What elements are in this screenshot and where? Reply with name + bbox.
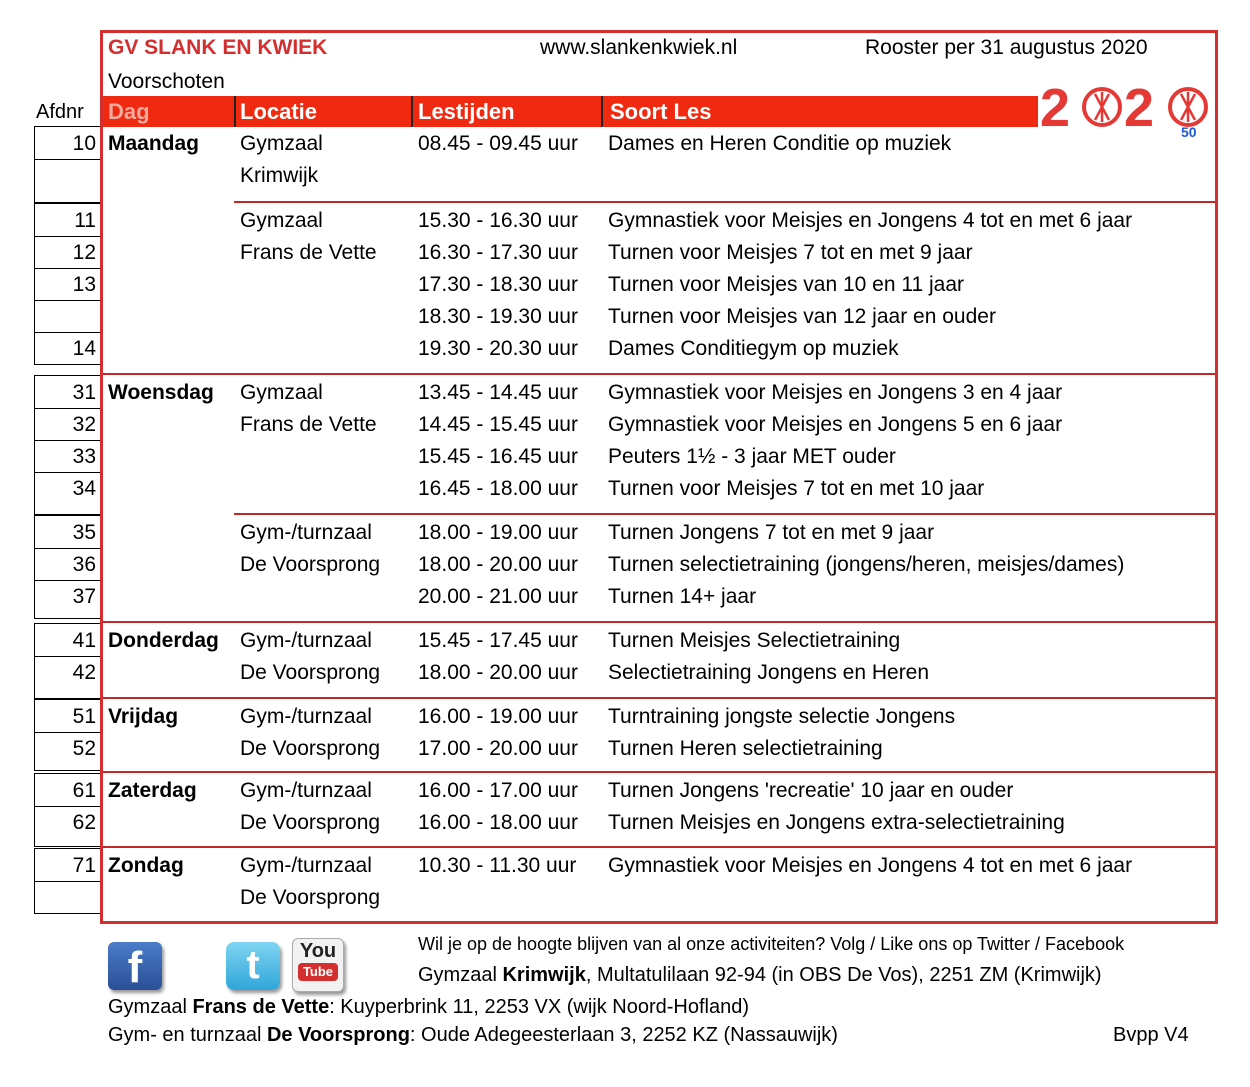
- group-separator: [103, 697, 1215, 699]
- website-link[interactable]: www.slankenkwiek.nl: [540, 36, 738, 59]
- time-label: 17.30 - 18.30 uur: [418, 273, 578, 296]
- header-lestijden: Lestijden: [418, 99, 515, 124]
- afdnr-number: 36: [72, 553, 96, 576]
- lesson-label: Turnen Jongens 'recreatie' 10 jaar en ouder: [608, 779, 1014, 802]
- location-label: De Voorsprong: [240, 811, 381, 834]
- group-separator: [103, 846, 1215, 848]
- afdnr-number: 14: [72, 337, 96, 360]
- time-label: 16.00 - 18.00 uur: [418, 811, 578, 834]
- lesson-label: Peuters 1½ - 3 jaar MET ouder: [608, 445, 896, 468]
- afdnr-number: 13: [72, 273, 96, 296]
- location-label: Gym-/turnzaal: [240, 854, 372, 877]
- day-label: Zondag: [108, 854, 184, 877]
- lesson-label: Gymnastiek voor Meisjes en Jongens 5 en 6 jaar: [608, 413, 1063, 436]
- lesson-label: Turnen 14+ jaar: [608, 585, 757, 608]
- group-separator: [234, 201, 1215, 203]
- address-krimwijk: Gymzaal Krimwijk, Multatulilaan 92-94 (in OBS De Vos), 2251 ZM (Krimwijk): [418, 964, 1102, 986]
- afdnr-number: 33: [72, 445, 96, 468]
- lesson-label: Gymnastiek voor Meisjes en Jongens 3 en 4 jaar: [608, 381, 1063, 404]
- afdnr-number: 41: [72, 629, 96, 652]
- time-label: 16.45 - 18.00 uur: [418, 477, 578, 500]
- location-label: Gym-/turnzaal: [240, 705, 372, 728]
- version-label: Bvpp V4: [1113, 1024, 1189, 1046]
- header-dag: Dag: [108, 99, 150, 124]
- afdnr-number: 10: [72, 132, 96, 155]
- header-divider: [601, 96, 603, 127]
- club-title: GV SLANK EN KWIEK: [108, 36, 328, 59]
- location-label: Frans de Vette: [240, 241, 377, 264]
- rooster-date: Rooster per 31 augustus 2020: [865, 36, 1148, 59]
- youtube-icon[interactable]: [292, 938, 344, 992]
- day-label: Vrijdag: [108, 705, 179, 728]
- follow-text: Wil je op de hoogte blijven van al onze activiteiten? Volg / Like ons op Twitter / Facebook: [418, 934, 1125, 954]
- time-label: 17.00 - 20.00 uur: [418, 737, 578, 760]
- time-label: 15.45 - 16.45 uur: [418, 445, 578, 468]
- group-separator: [103, 621, 1215, 623]
- time-label: 18.00 - 19.00 uur: [418, 521, 578, 544]
- header-divider: [411, 96, 413, 127]
- location-label: Gymzaal: [240, 209, 323, 232]
- afdnr-number: 71: [72, 854, 96, 877]
- lesson-label: Turnen voor Meisjes 7 tot en met 10 jaar: [608, 477, 985, 500]
- lesson-label: Turnen voor Meisjes van 10 en 11 jaar: [608, 273, 965, 296]
- time-label: 16.30 - 17.30 uur: [418, 241, 578, 264]
- lesson-label: Selectietraining Jongens en Heren: [608, 661, 930, 684]
- location-label: De Voorsprong: [240, 886, 381, 909]
- afdnr-number: 61: [72, 779, 96, 802]
- lesson-label: Turnen selectietraining (jongens/heren, meisjes/dames): [608, 553, 1125, 576]
- time-label: 15.45 - 17.45 uur: [418, 629, 578, 652]
- group-separator: [234, 513, 1215, 515]
- location-label: Gym-/turnzaal: [240, 779, 372, 802]
- day-label: Donderdag: [108, 629, 219, 652]
- lesson-label: Dames Conditiegym op muziek: [608, 337, 899, 360]
- location-label: De Voorsprong: [240, 661, 381, 684]
- lesson-label: Gymnastiek voor Meisjes en Jongens 4 tot en met 6 jaar: [608, 854, 1133, 877]
- afdnr-number: 51: [72, 705, 96, 728]
- time-label: 15.30 - 16.30 uur: [418, 209, 578, 232]
- facebook-icon[interactable]: f: [108, 942, 162, 990]
- header-soort-les: Soort Les: [610, 99, 712, 124]
- time-label: 18.00 - 20.00 uur: [418, 661, 578, 684]
- afdnr-number: 42: [72, 661, 96, 684]
- afdnr-number: 52: [72, 737, 96, 760]
- afdnr-number: 37: [72, 585, 96, 608]
- afdnr-header: Afdnr: [36, 101, 84, 123]
- location-label: Gym-/turnzaal: [240, 629, 372, 652]
- afdnr-number: 34: [72, 477, 96, 500]
- location-label: Gymzaal: [240, 381, 323, 404]
- lesson-label: Dames en Heren Conditie op muziek: [608, 132, 952, 155]
- location-label: Gymzaal: [240, 132, 323, 155]
- logo-50-label: 50: [1181, 124, 1197, 140]
- town-label: Voorschoten: [108, 70, 225, 93]
- youtube-you-label: You: [299, 940, 337, 962]
- lesson-label: Turnen voor Meisjes 7 tot en met 9 jaar: [608, 241, 973, 264]
- day-label: Maandag: [108, 132, 200, 155]
- lesson-label: Turnen Jongens 7 tot en met 9 jaar: [608, 521, 935, 544]
- time-label: 13.45 - 14.45 uur: [418, 381, 578, 404]
- lesson-label: Turnen voor Meisjes van 12 jaar en ouder: [608, 305, 996, 328]
- afdnr-number: 35: [72, 521, 96, 544]
- youtube-tube-label: Tube: [298, 963, 338, 981]
- group-separator: [103, 373, 1215, 375]
- afdnr-number: 62: [72, 811, 96, 834]
- lesson-label: Turnen Meisjes en Jongens extra-selectietraining: [608, 811, 1065, 834]
- time-label: 10.30 - 11.30 uur: [418, 854, 577, 877]
- location-label: Krimwijk: [240, 164, 319, 187]
- time-label: 08.45 - 09.45 uur: [418, 132, 578, 155]
- time-label: 18.00 - 20.00 uur: [418, 553, 578, 576]
- location-label: Frans de Vette: [240, 413, 377, 436]
- lesson-label: Gymnastiek voor Meisjes en Jongens 4 tot en met 6 jaar: [608, 209, 1133, 232]
- lesson-label: Turnen Heren selectietraining: [608, 737, 883, 760]
- location-label: Gym-/turnzaal: [240, 521, 372, 544]
- afdnr-number: 31: [72, 381, 96, 404]
- day-label: Zaterdag: [108, 779, 197, 802]
- time-label: 19.30 - 20.30 uur: [418, 337, 578, 360]
- afdnr-number: 12: [72, 241, 96, 264]
- address-de-voorsprong: Gym- en turnzaal De Voorsprong: Oude Adegeesterlaan 3, 2252 KZ (Nassauwijk): [108, 1024, 838, 1046]
- address-frans-de-vette: Gymzaal Frans de Vette: Kuyperbrink 11, 2253 VX (wijk Noord-Hofland): [108, 996, 750, 1018]
- afdnr-number: 32: [72, 413, 96, 436]
- header-divider: [234, 96, 236, 127]
- location-label: De Voorsprong: [240, 737, 381, 760]
- time-label: 14.45 - 15.45 uur: [418, 413, 578, 436]
- twitter-icon[interactable]: t: [226, 942, 280, 990]
- logo-digit: 2: [1040, 80, 1071, 138]
- day-label: Woensdag: [108, 381, 214, 404]
- location-label: De Voorsprong: [240, 553, 381, 576]
- time-label: 20.00 - 21.00 uur: [418, 585, 578, 608]
- header-locatie: Locatie: [240, 99, 318, 124]
- afdnr-number: 11: [74, 209, 96, 232]
- time-label: 16.00 - 17.00 uur: [418, 779, 578, 802]
- logo-digit: 2: [1124, 80, 1155, 138]
- lesson-label: Turnen Meisjes Selectietraining: [608, 629, 901, 652]
- time-label: 18.30 - 19.30 uur: [418, 305, 578, 328]
- time-label: 16.00 - 19.00 uur: [418, 705, 578, 728]
- lesson-label: Turntraining jongste selectie Jongens: [608, 705, 956, 728]
- group-separator: [103, 771, 1215, 773]
